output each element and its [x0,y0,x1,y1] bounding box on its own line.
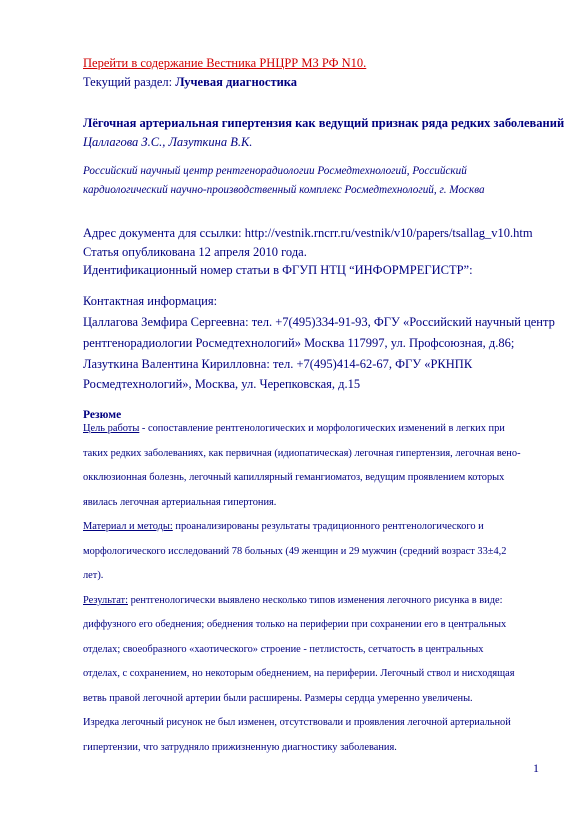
abstract-methods-line [83,521,484,532]
publication-date: Статья опубликована 12 апреля 2010 года. [83,245,307,259]
affiliation-line: кардиологический научно-производственный комплекс Росмедтехнологий, г. Москва [83,184,485,196]
results-text: рентгенологически выявлено несколько типов изменения легочного рисунка в виде: [127,595,503,606]
abstract-aim-line: таких редких заболеваниях, как первичная (идиопатическая) легочная гипертензия, легочная вено- [83,448,521,459]
abstract-aim-line: явилась легочная артериальная гипертония. [83,497,277,508]
page-number: 1 [533,761,539,775]
abstract-results-line: диффузного его обеднения; обеднения только на периферии при сохранении его в центральных [83,619,507,630]
contact-line: Лазуткина Валентина Кирилловна: тел. +7(495)414-62-67, ФГУ «РКНПК [83,357,473,371]
document-address: Адрес документа для ссылки: http://vestnik.rncrr.ru/vestnik/v10/papers/tsallag_v10.htm [83,226,533,240]
abstract-methods-line: лет). [83,570,104,581]
aim-label: Цель работы [83,423,140,434]
article-title: Лёгочная артериальная гипертензия как ведущий признак ряда редких заболеваний [83,116,565,130]
results-label: Результат: [83,595,128,606]
contact-line: Цаллагова Земфира Сергеевна: тел. +7(495)334-91-93, ФГУ «Российский научный центр [83,315,555,329]
section-label: Текущий раздел: [83,75,176,89]
abstract-results-line [83,595,503,606]
abstract-results-line: отделах, с сохранением, но некоторым обеднением, на периферии. Легочный ствол и нисходящая [83,668,515,679]
affiliation-line: Российский научный центр рентгенорадиологии Росмедтехнологий, Российский [83,165,467,177]
section-value: Лучевая диагностика [175,75,298,89]
contact-heading: Контактная информация: [83,294,218,308]
back-to-contents-link[interactable]: Перейти в содержание Вестника РНЦРР МЗ РФ N10. [83,56,367,70]
abstract-aim-line [83,423,505,434]
abstract-methods-line: морфологического исследований 78 больных (49 женщин и 29 мужчин (средний возраст 33±4,2 [83,546,507,557]
abstract-results-line: ветвь правой легочной артерии были расширены. Размеры сердца умеренно увеличены. [83,693,473,704]
article-authors: Цаллагова З.С., Лазуткина В.К. [83,135,253,149]
registry-id: Идентификационный номер статьи в ФГУП НТЦ “ИНФОРМРЕГИСТР”: [83,263,473,277]
aim-text: - сопоставление рентгенологических и морфологических изменений в легких при [139,423,505,434]
abstract-aim-line: окклюзионная болезнь, легочный капиллярный гемангиоматоз, ведущим проявлением которых [83,472,505,483]
abstract-results-line: гипертензии, что затрудняло прижизненную диагностику заболевания. [83,742,397,753]
contact-line: Росмедтехнологий», Москва, ул. Черепковская, д.15 [83,377,361,391]
abstract-results-line: Изредка легочный рисунок не был изменен, отсутствовали и проявления легочной артериальной [83,717,511,728]
abstract-results-line: отделах; своеобразного «хаотического» строение - петлистость, сетчатость в центральных [83,644,484,655]
methods-label: Материал и методы: [83,521,173,532]
current-section [83,75,297,90]
methods-text: проанализированы результаты традиционного рентгенологического и [172,521,484,532]
contact-line: рентгенорадиологии Росмедтехнологий» Москва 117997, ул. Профсоюзная, д.86; [83,336,515,350]
abstract-heading: Резюме [83,409,122,421]
